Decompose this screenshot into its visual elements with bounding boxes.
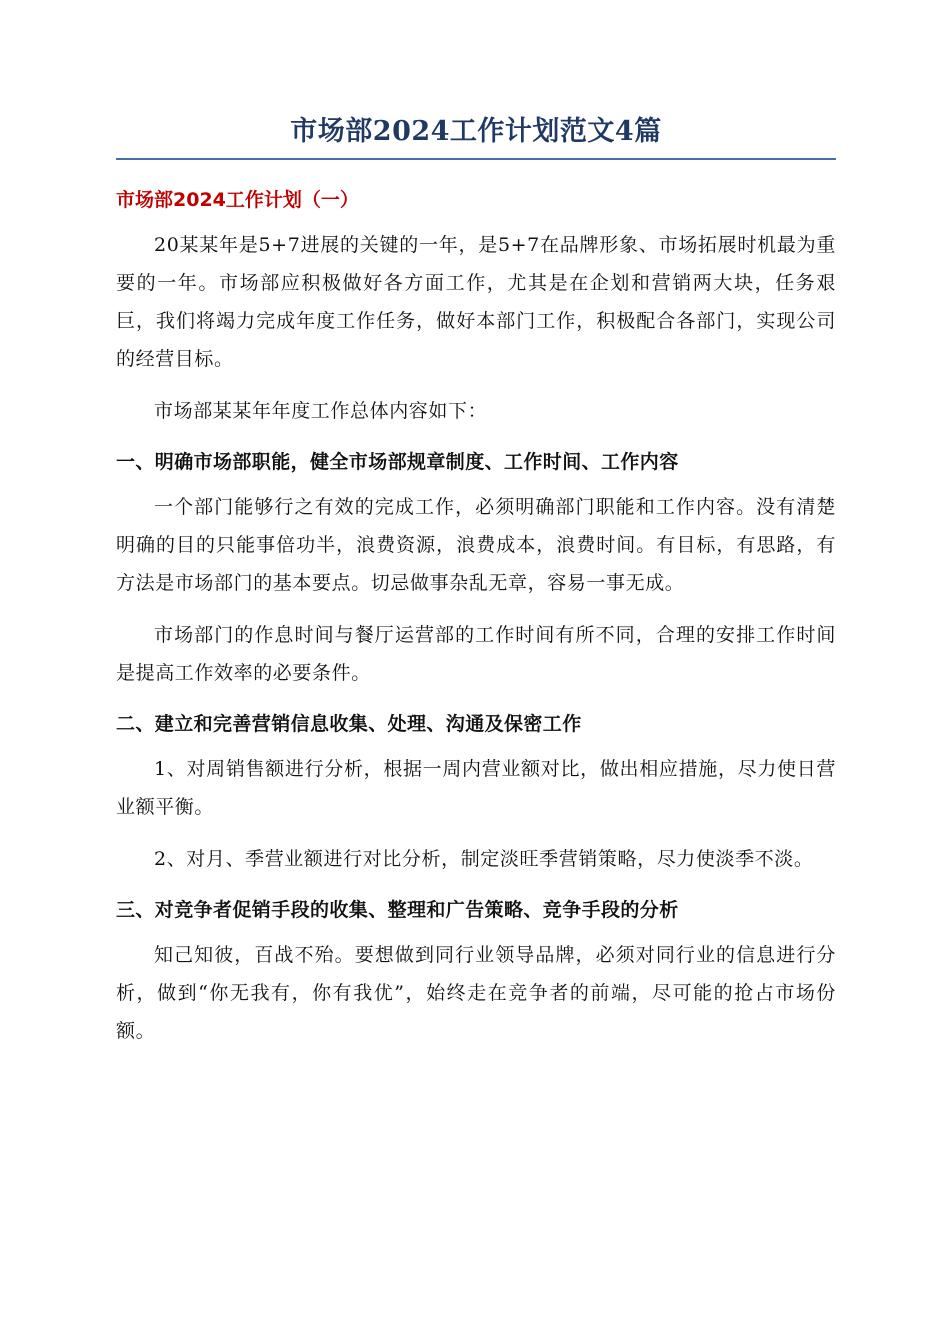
document-title: 市场部2024工作计划范文4篇 — [290, 116, 662, 147]
part-heading: 三、对竞争者促销手段的收集、整理和广告策略、竞争手段的分析 — [116, 899, 679, 921]
body-paragraph: 1、对周销售额进行分析，根据一周内营业额对比，做出相应措施，尽力使日营业额平衡。 — [116, 758, 836, 818]
intro-paragraph: 市场部某某年年度工作总体内容如下： — [154, 400, 488, 422]
body-paragraph: 市场部门的作息时间与餐厅运营部的工作时间有所不同，合理的安排工作时间是提高工作效率的必要条件。 — [116, 624, 836, 684]
body-paragraph: 知己知彼，百战不殆。要想做到同行业领导品牌，必须对同行业的信息进行分析，做到“你无我有，你有我优”，始终走在竞争者的前端，尽可能的抢占市场份额。 — [116, 944, 836, 1042]
document-page — [116, 108, 836, 1050]
part-heading: 二、建立和完善营销信息收集、处理、沟通及保密工作 — [116, 713, 582, 735]
body-paragraph: 2、对月、季营业额进行对比分析，制定淡旺季营销策略，尽力使淡季不淡。 — [154, 848, 814, 870]
section-heading: 市场部2024工作计划（一） — [116, 189, 359, 211]
body-paragraph: 一个部门能够行之有效的完成工作，必须明确部门职能和工作内容。没有清楚明确的目的只能事倍功半，浪费资源，浪费成本，浪费时间。有目标，有思路，有方法是市场部门的基本要点。切忌做事杂乱无章，容易一事无成。 — [116, 496, 836, 594]
title-underline — [116, 158, 836, 160]
intro-paragraph: 20某某年是5+7进展的关键的一年，是5+7在品牌形象、市场拓展时机最为重要的一年。市场部应积极做好各方面工作，尤其是在企划和营销两大块，任务艰巨，我们将竭力完成年度工作任务，做好本部门工作，积极配合各部门，实现公司的经营目标。 — [116, 234, 836, 370]
part-heading: 一、明确市场部职能，健全市场部规章制度、工作时间、工作内容 — [116, 451, 679, 473]
